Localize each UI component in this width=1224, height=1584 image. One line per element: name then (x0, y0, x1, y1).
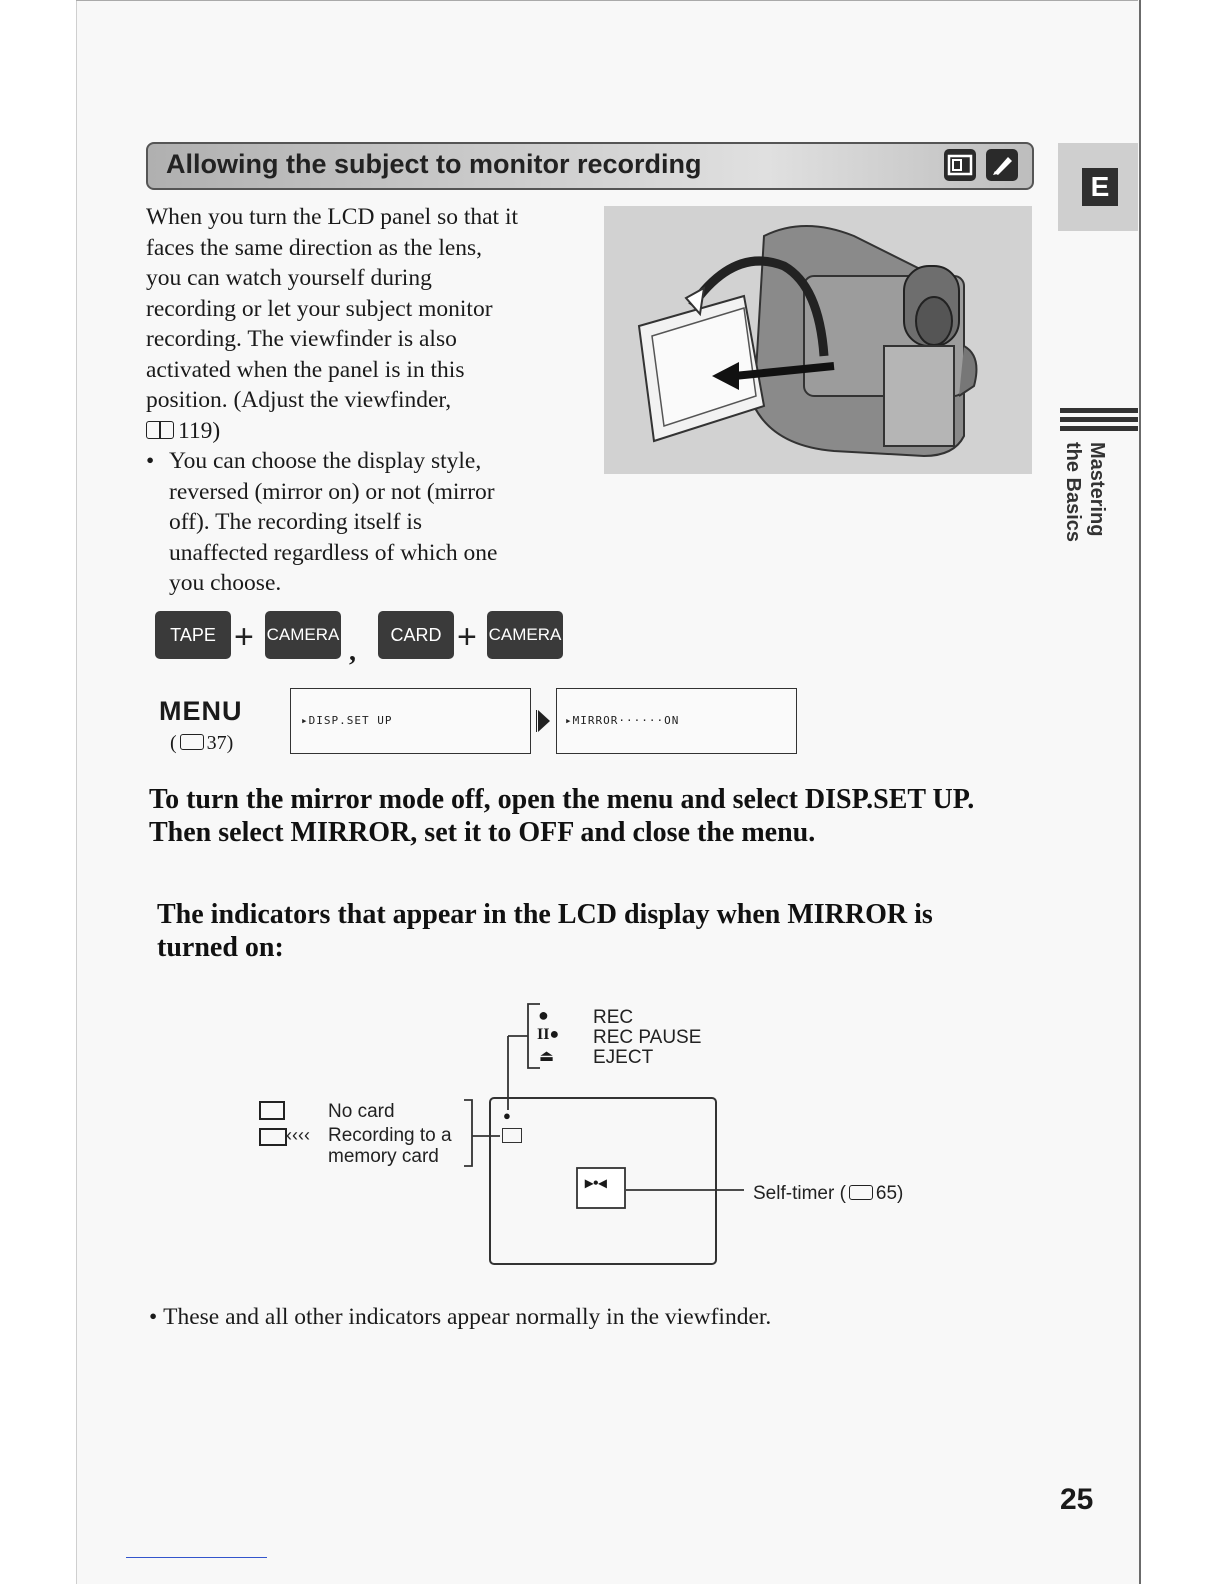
card-recording-icon (259, 1128, 287, 1146)
bullet-line: You can choose the display style, (169, 448, 482, 474)
no-card-icon (259, 1101, 285, 1120)
tape-mode-badge: TAPE (155, 611, 231, 659)
recording-arrows-icon: ‹‹‹‹ (286, 1125, 310, 1145)
side-label-line1: Mastering (1086, 442, 1108, 537)
eject-label: EJECT (593, 1047, 654, 1068)
intro-line: you can watch yourself during (146, 265, 432, 291)
comma-separator: , (349, 636, 356, 667)
intro-line: recording or let your subject monitor (146, 295, 493, 322)
recording-label-line1: Recording to a (328, 1125, 452, 1146)
menu-label: MENU (159, 696, 243, 726)
indicators-heading: The indicators that appear in the LCD display when MIRROR is turned on: (157, 899, 933, 963)
bullet-dot: • (146, 448, 155, 474)
bullet-viewfinder-note: • These and all other indicators appear normally in the viewfinder. (149, 1304, 772, 1330)
menu-step-disp-set-up: ▸DISP.SET UP (290, 688, 531, 754)
intro-line: recording. The viewfinder is also (146, 326, 457, 352)
eject-icon: ⏏ (539, 1048, 555, 1065)
page-number: 25 (1060, 1483, 1094, 1516)
rec-dot-icon: ● (538, 1005, 549, 1025)
bullet-line: reversed (mirror on) or not (mirror (169, 478, 495, 505)
recording-label-line2: memory card (328, 1146, 439, 1167)
no-card-label: No card (328, 1101, 395, 1122)
side-label-line2: the Basics (1062, 442, 1084, 543)
book-icon (849, 1185, 873, 1200)
rec-pause-icon: II● (537, 1026, 560, 1043)
camera-mode-badge: CAMERA (487, 611, 563, 659)
bullet-line: off). The recording itself is (169, 509, 422, 535)
intro-line: activated when the panel is in this (146, 356, 465, 383)
rec-label: REC (593, 1007, 634, 1028)
bullet-line: unaffected regardless of which one (169, 539, 498, 566)
self-timer-label: Self-timer ( 65) (753, 1183, 904, 1204)
language-badge: E (1082, 168, 1118, 206)
mirror-off-instruction: To turn the mirror mode off, open the menu and select DISP.SET UP. Then select MIRROR, set it to OFF and close the menu. (149, 784, 975, 848)
lcd-no-card-icon (502, 1128, 522, 1143)
bullet-dot: • (149, 1304, 164, 1330)
intro-line: faces the same direction as the lens, (146, 234, 483, 261)
self-timer-icon: ▸•◂ (585, 1175, 607, 1192)
menu-ref: ( 37) (170, 732, 234, 754)
footer-rule (126, 1557, 267, 1558)
camera-mode-badge: CAMERA (265, 611, 341, 659)
plus-sign: + (234, 618, 254, 656)
bullet-line: you choose. (169, 570, 282, 596)
section-title: Allowing the subject to monitor recording (166, 149, 702, 179)
rec-pause-label: REC PAUSE (593, 1027, 702, 1048)
intro-line: When you turn the LCD panel so that it (146, 204, 519, 230)
card-mode-badge: CARD (378, 611, 454, 659)
intro-ref: 119) (146, 416, 596, 447)
lcd-rec-dot-icon: ● (503, 1108, 511, 1123)
plus-sign: + (457, 618, 477, 656)
intro-line: position. (Adjust the viewfinder, (146, 387, 452, 413)
menu-step-mirror: ▸MIRROR······ON (556, 688, 797, 754)
